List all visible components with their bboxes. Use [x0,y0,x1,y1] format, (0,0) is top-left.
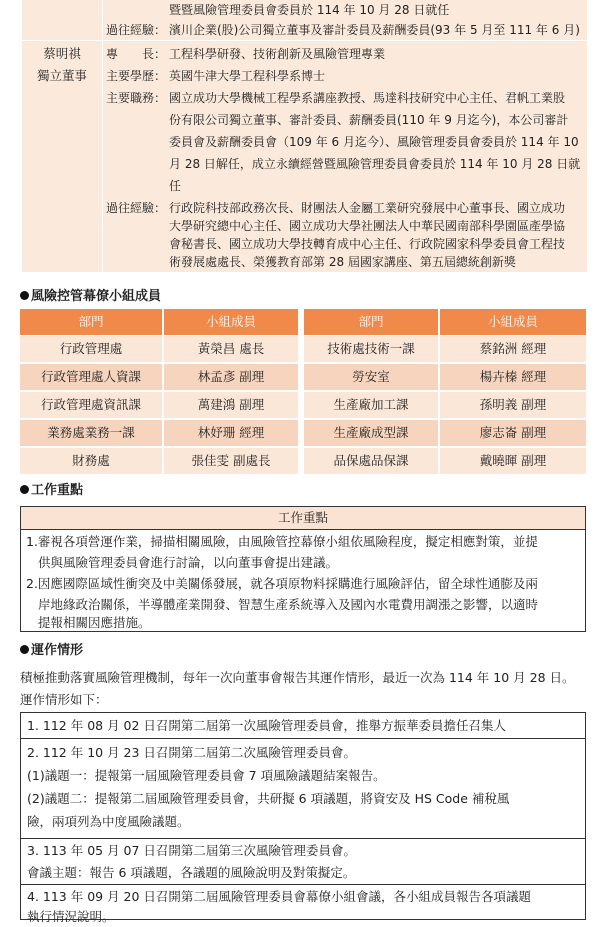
team-header-dept: 部門 [20,309,162,335]
duty-line: 月 28 日解任，成立永續經營暨風險管理委員會委員於 114 年 10 月 28 日就 [169,157,581,171]
director-table [22,0,587,272]
ops-line: 4. 113 年 09 月 20 日召開第二屆風險管理委員會幕僚小組會議，各小組成員報告各項議題 [27,889,531,904]
team-cell: 技術處技術一課 [304,336,438,362]
ops-line: 險，兩項列為中度風險議題。 [27,814,190,829]
duty-line: 份有限公司獨立董事、審計委員、薪酬委員(110 年 9 月迄今)，本公司審計 [169,113,569,127]
past-label: 過往經驗： [106,201,167,215]
team-cell: 生產廠成型課 [304,420,438,446]
focus-item-line: 岸地緣政治關係，半導體產業開發、智慧生產系統導入及國內水電費用調漲之影響，以適時 [38,597,539,612]
ops-row [21,885,585,924]
ops-intro-line: 積極推動落實風險管理機制，每年一次向董事會報告其運作情形，最近一次為 114 年 10 月 28 日。 [20,670,575,685]
team-cell: 楊卉榛 經理 [440,364,586,390]
team-cell: 勞安室 [304,364,438,390]
team-cell: 品保處品保課 [304,448,438,474]
team-header-member: 小組成員 [164,309,298,335]
bullet-icon [20,291,29,300]
focus-section-title: 工作重點 [31,483,84,498]
team-section-title: 風險控管幕僚小組成員 [31,289,162,304]
cont-duty-line: 暨暨風險管理委員會委員於 114 年 10 月 28 日就任 [169,3,450,17]
team-cell: 行政管理處資訊課 [20,392,162,418]
past-line: 行政院科技部政務次長、財團法人金屬工業研究發展中心董事長、國立成功 [169,201,566,215]
team-cell: 林孟彥 副理 [164,364,298,390]
focus-table [20,506,586,632]
specialty-label: 專 長： [106,47,167,61]
focus-item-line: 提報相關因應措施。 [38,615,151,630]
duty-line: 任 [169,179,182,193]
cont-past-text: 濱川企業(股)公司獨立董事及審計委員及薪酬委員(93 年 5 月至 111 年 6 月) [169,23,580,37]
focus-section-heading [20,482,83,500]
duty-line: 委員會及薪酬委員會（109 年 6 月迄今）、風險管理委員會委員於 114 年 10 [169,135,579,149]
cont-past-label: 過往經驗： [106,23,167,37]
past-line: 術發展處處長、榮獲教育部第 28 屆國家講座、第五屆總統創新獎 [169,255,516,269]
team-cell: 行政管理處 [20,336,162,362]
ops-line: 執行情況說明。 [27,909,115,924]
ops-line: (1)議題一：提報第一屆風險管理委員會 7 項風險議題結案報告。 [27,768,386,783]
director-name: 蔡明祺 [43,46,81,61]
ops-row [21,739,585,839]
education-value: 英國牛津大學工程科學系博士 [169,69,326,83]
bullet-icon [20,485,29,494]
team-cell: 孫明義 副理 [440,392,586,418]
ops-row [21,839,585,885]
team-cell: 萬建鴻 副理 [164,392,298,418]
focus-item-line: 1.審視各項營運作業，掃描相關風險，由風險管控幕僚小組依風險程度，擬定相應對策，並提 [26,534,538,549]
row-divider [22,40,587,41]
team-cell: 蔡銘洲 經理 [440,336,586,362]
team-cell: 林妤珊 經理 [164,420,298,446]
team-cell: 戴曉暉 副理 [440,448,586,474]
duty-line: 國立成功大學機械工程學系講座教授、馬達科技研究中心主任、君帆工業股 [169,91,566,105]
team-header-member: 小組成員 [440,309,586,335]
focus-item-line: 2.因應國際區域性衝突及中美關係發展，就各項原物料採購進行風險評估，留全球性通膨及兩 [26,576,538,591]
team-section-heading [20,288,161,306]
ops-line: 會議主題：報告 6 項議題，各議題的風險說明及對策擬定。 [27,865,356,880]
ops-line: 2. 112 年 10 月 23 日召開第二屆第二次風險管理委員會。 [27,745,356,760]
ops-intro-line: 運作情形如下： [20,692,108,707]
bullet-icon [20,645,29,654]
focus-item-line: 供與風險管理委員會進行討論，以向董事會提出建議。 [38,555,339,570]
ops-line: (2)議題二：提報第二屆風險管理委員會，共研擬 6 項議題，將資安及 HS Code 補稅風 [27,791,510,806]
past-line: 大學研究總中心主任、國立成功大學社團法人中華民國南部科學園區產學協 [169,219,566,233]
ops-line: 1. 112 年 08 月 02 日召開第二屆第一次風險管理委員會，推舉方振華委員擔任召集人 [27,718,506,733]
team-cell: 財務處 [20,448,162,474]
focus-table-header: 工作重點 [21,507,585,530]
team-cell: 廖志崙 副理 [440,420,586,446]
ops-section-heading [20,642,83,660]
team-cell: 行政管理處人資課 [20,364,162,390]
past-line: 會秘書長、國立成功大學技轉育成中心主任、行政院國家科學委員會工程技 [169,237,566,251]
duty-label: 主要職務： [106,91,167,105]
team-cell: 張佳雯 副處長 [164,448,298,474]
ops-line: 3. 113 年 05 月 07 日召開第二屆第三次風險管理委員會。 [27,843,356,858]
team-cell: 黃榮昌 處長 [164,336,298,362]
ops-row [21,713,585,739]
specialty-value: 工程科學研發、技術創新及風險管理專業 [169,47,386,61]
education-label: 主要學歷： [106,69,167,83]
director-title: 獨立董事 [36,68,87,83]
ops-section-title: 運作情形 [31,643,84,658]
team-header-dept: 部門 [304,309,438,335]
ops-table [20,712,586,924]
team-cell: 業務處業務一課 [20,420,162,446]
team-cell: 生產廠加工課 [304,392,438,418]
